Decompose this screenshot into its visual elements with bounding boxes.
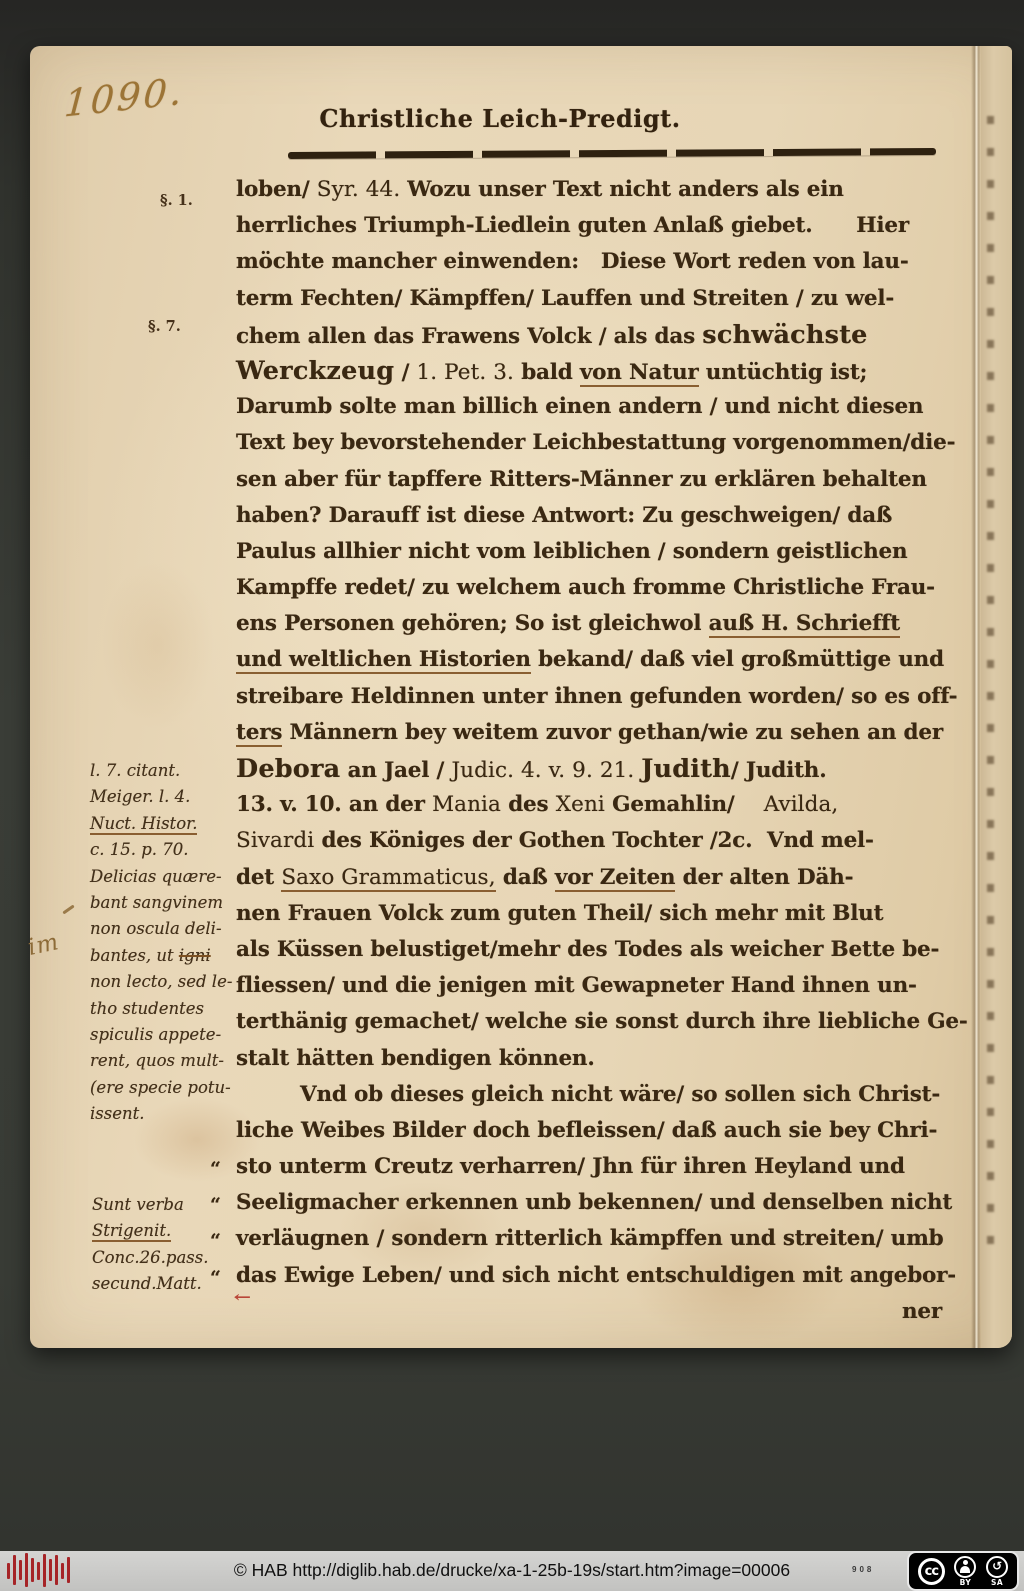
handwritten-margin-note: im (25, 929, 62, 961)
text-line: ner (901, 1298, 942, 1324)
running-header: Christliche Leich-Predigt. (319, 104, 681, 133)
text-line: Werckzeug / 1. Pet. 3. bald von Natur untüchtig ist; (236, 355, 868, 386)
text-line: fliessen/ und die jenigen mit Gewapneter Hand ihnen un- (236, 973, 917, 999)
margin-note-line: non oscula deli- (90, 919, 222, 939)
header-rule (288, 148, 936, 159)
margin-note-line: non lecto, sed le- (90, 972, 233, 992)
text-line: chem allen das Frawens Volck / als das schwächste (236, 319, 868, 350)
pen-tick-mark (62, 905, 74, 915)
quotation-mark: “ (210, 1194, 221, 1217)
margin-note-line: spiculis appete- (90, 1024, 222, 1044)
text-line: term Fechten/ Kämpffen/ Lauffen und Streiten / zu wel- (236, 285, 895, 311)
text-line: Text bey bevorstehender Leichbestattung vorgenommen/die- (236, 430, 956, 456)
text-line: Debora an Jael / Judic. 4. v. 9. 21. Judith/ Judith. (236, 754, 827, 784)
text-line: stalt hätten bendigen können. (236, 1045, 595, 1071)
text-line: herrliches Triumph-Liedlein guten Anlaß giebet. Hier (236, 213, 909, 239)
margin-source-note (92, 1192, 244, 1298)
text-line: det Saxo Grammaticus, daß vor Zeiten der alten Däh- (236, 864, 854, 890)
text-line: “ sto unterm Creutz verharren/ Jhn für ihren Heyland und (236, 1149, 942, 1185)
quotation-mark: “ (210, 1266, 221, 1289)
text-line: Kampffe redet/ zu welchem auch fromme Christliche Frau- (236, 575, 935, 601)
text-line: “ das Ewige Leben/ und sich nicht entschuldigen mit angebor- (236, 1258, 942, 1294)
sa-label: SA (991, 1577, 1004, 1587)
margin-note-line: Strigenit. (92, 1221, 172, 1241)
body-text (210, 172, 968, 1330)
margin-note-line: tho studentes (90, 998, 204, 1018)
text-line: ens Personen gehören; So ist gleichwol auß H. Schriefft (236, 611, 900, 637)
handwritten-page-number: 1090. (62, 69, 187, 126)
margin-note-line: rent, quos mult- (90, 1051, 224, 1071)
text-line: nen Frauen Volck zum guten Theil/ sich mehr mit Blut (236, 900, 884, 926)
margin-note-line: Delicias quære- (90, 866, 222, 886)
margin-note-line: Conc.26.pass. (92, 1247, 209, 1267)
margin-note-line: secund.Matt. (92, 1274, 202, 1294)
text-line: als Küssen belustiget/mehr des Todes als weicher Bette be- (236, 936, 940, 962)
text-line: Sivardi des Königes der Gothen Tochter /2c. Vnd mel- (236, 828, 874, 854)
text-line: ters Männern bey weitem zuvor gethan/wie zu sehen an der (236, 719, 943, 745)
quotation-mark: “ (210, 1230, 221, 1253)
text-line: “ Seeligmacher erkennen unb bekennen/ und denselben nicht (236, 1185, 942, 1221)
margin-note-line: (ere specie potu- (90, 1077, 231, 1097)
text-line: sen aber für tapffere Ritters-Männer zu erklären behalten (236, 466, 927, 492)
cc-logo-icon: cc (918, 1558, 945, 1585)
cc-sa-group (986, 1556, 1008, 1587)
text-line: haben? Darauff ist diese Antwort: Zu geschweigen/ daß (236, 502, 893, 528)
margin-note-line: c. 15. p. 70. (90, 840, 189, 860)
margin-note-line: Nuct. Histor. (90, 813, 198, 833)
text-line: möchte mancher einwenden: Diese Wort reden von lau- (236, 249, 909, 275)
book-page-scan (25, 46, 1012, 1348)
text-line: Darumb solte man billich einen andern / und nicht diesen (236, 394, 924, 420)
text-line: und weltlichen Historien bekand/ daß viel großmüttige und (236, 647, 944, 673)
text-line: “ verläugnen / sondern ritterlich kämpffen und streiten/ umb (236, 1221, 942, 1257)
cc-license-badge (907, 1551, 1019, 1591)
facing-page-edge (981, 46, 1012, 1348)
red-pen-arrow: ← (233, 1288, 252, 1306)
margin-note-line: bant sangvinem (90, 892, 224, 912)
margin-note-line: bantes, ut igni (90, 945, 211, 965)
facing-page-text-bleed (987, 116, 994, 1258)
by-label: BY (959, 1577, 972, 1587)
cc-by-group (954, 1556, 976, 1587)
viewer-footer-bar (0, 1551, 1024, 1591)
scan-code-text: 908 (852, 1565, 875, 1574)
text-line: loben/ Syr. 44. Wozu unser Text nicht anders als ein (236, 177, 844, 202)
margin-note-line: Sunt verba (92, 1195, 184, 1214)
copyright-url-text: © HAB http://diglib.hab.de/drucke/xa-1-25b-19s/start.htm?image=00006 (233, 1560, 791, 1580)
text-line: liche Weibes Bilder doch befleissen/ daß auch sie bey Chri- (236, 1117, 938, 1143)
section-mark-1: §. 1. (160, 192, 193, 209)
margin-note-line: l. 7. citant. (90, 761, 181, 780)
quotation-mark: “ (210, 1158, 221, 1181)
margin-citation-note (90, 758, 242, 1127)
attribution-person-icon (954, 1556, 976, 1578)
margin-note-line: Meiger. l. 4. (90, 787, 191, 807)
share-alike-arrow-icon: ↺ (986, 1556, 1008, 1578)
text-line: 13. v. 10. an der Mania des Xeni Gemahlin/ Avilda, (236, 792, 839, 818)
text-line: Vnd ob dieses gleich nicht wäre/ so sollen sich Christ- (300, 1081, 941, 1107)
text-line: streibare Heldinnen unter ihnen gefunden worden/ so es off- (236, 683, 958, 709)
text-line: Paulus allhier nicht vom leiblichen / sondern geistlichen (236, 538, 908, 564)
page-gutter-fold (971, 46, 981, 1348)
section-mark-7: §. 7. (148, 318, 181, 335)
text-line: terthänig gemachet/ welche sie sonst durch ihre liebliche Ge- (236, 1009, 968, 1035)
margin-note-line: issent. (90, 1104, 145, 1124)
